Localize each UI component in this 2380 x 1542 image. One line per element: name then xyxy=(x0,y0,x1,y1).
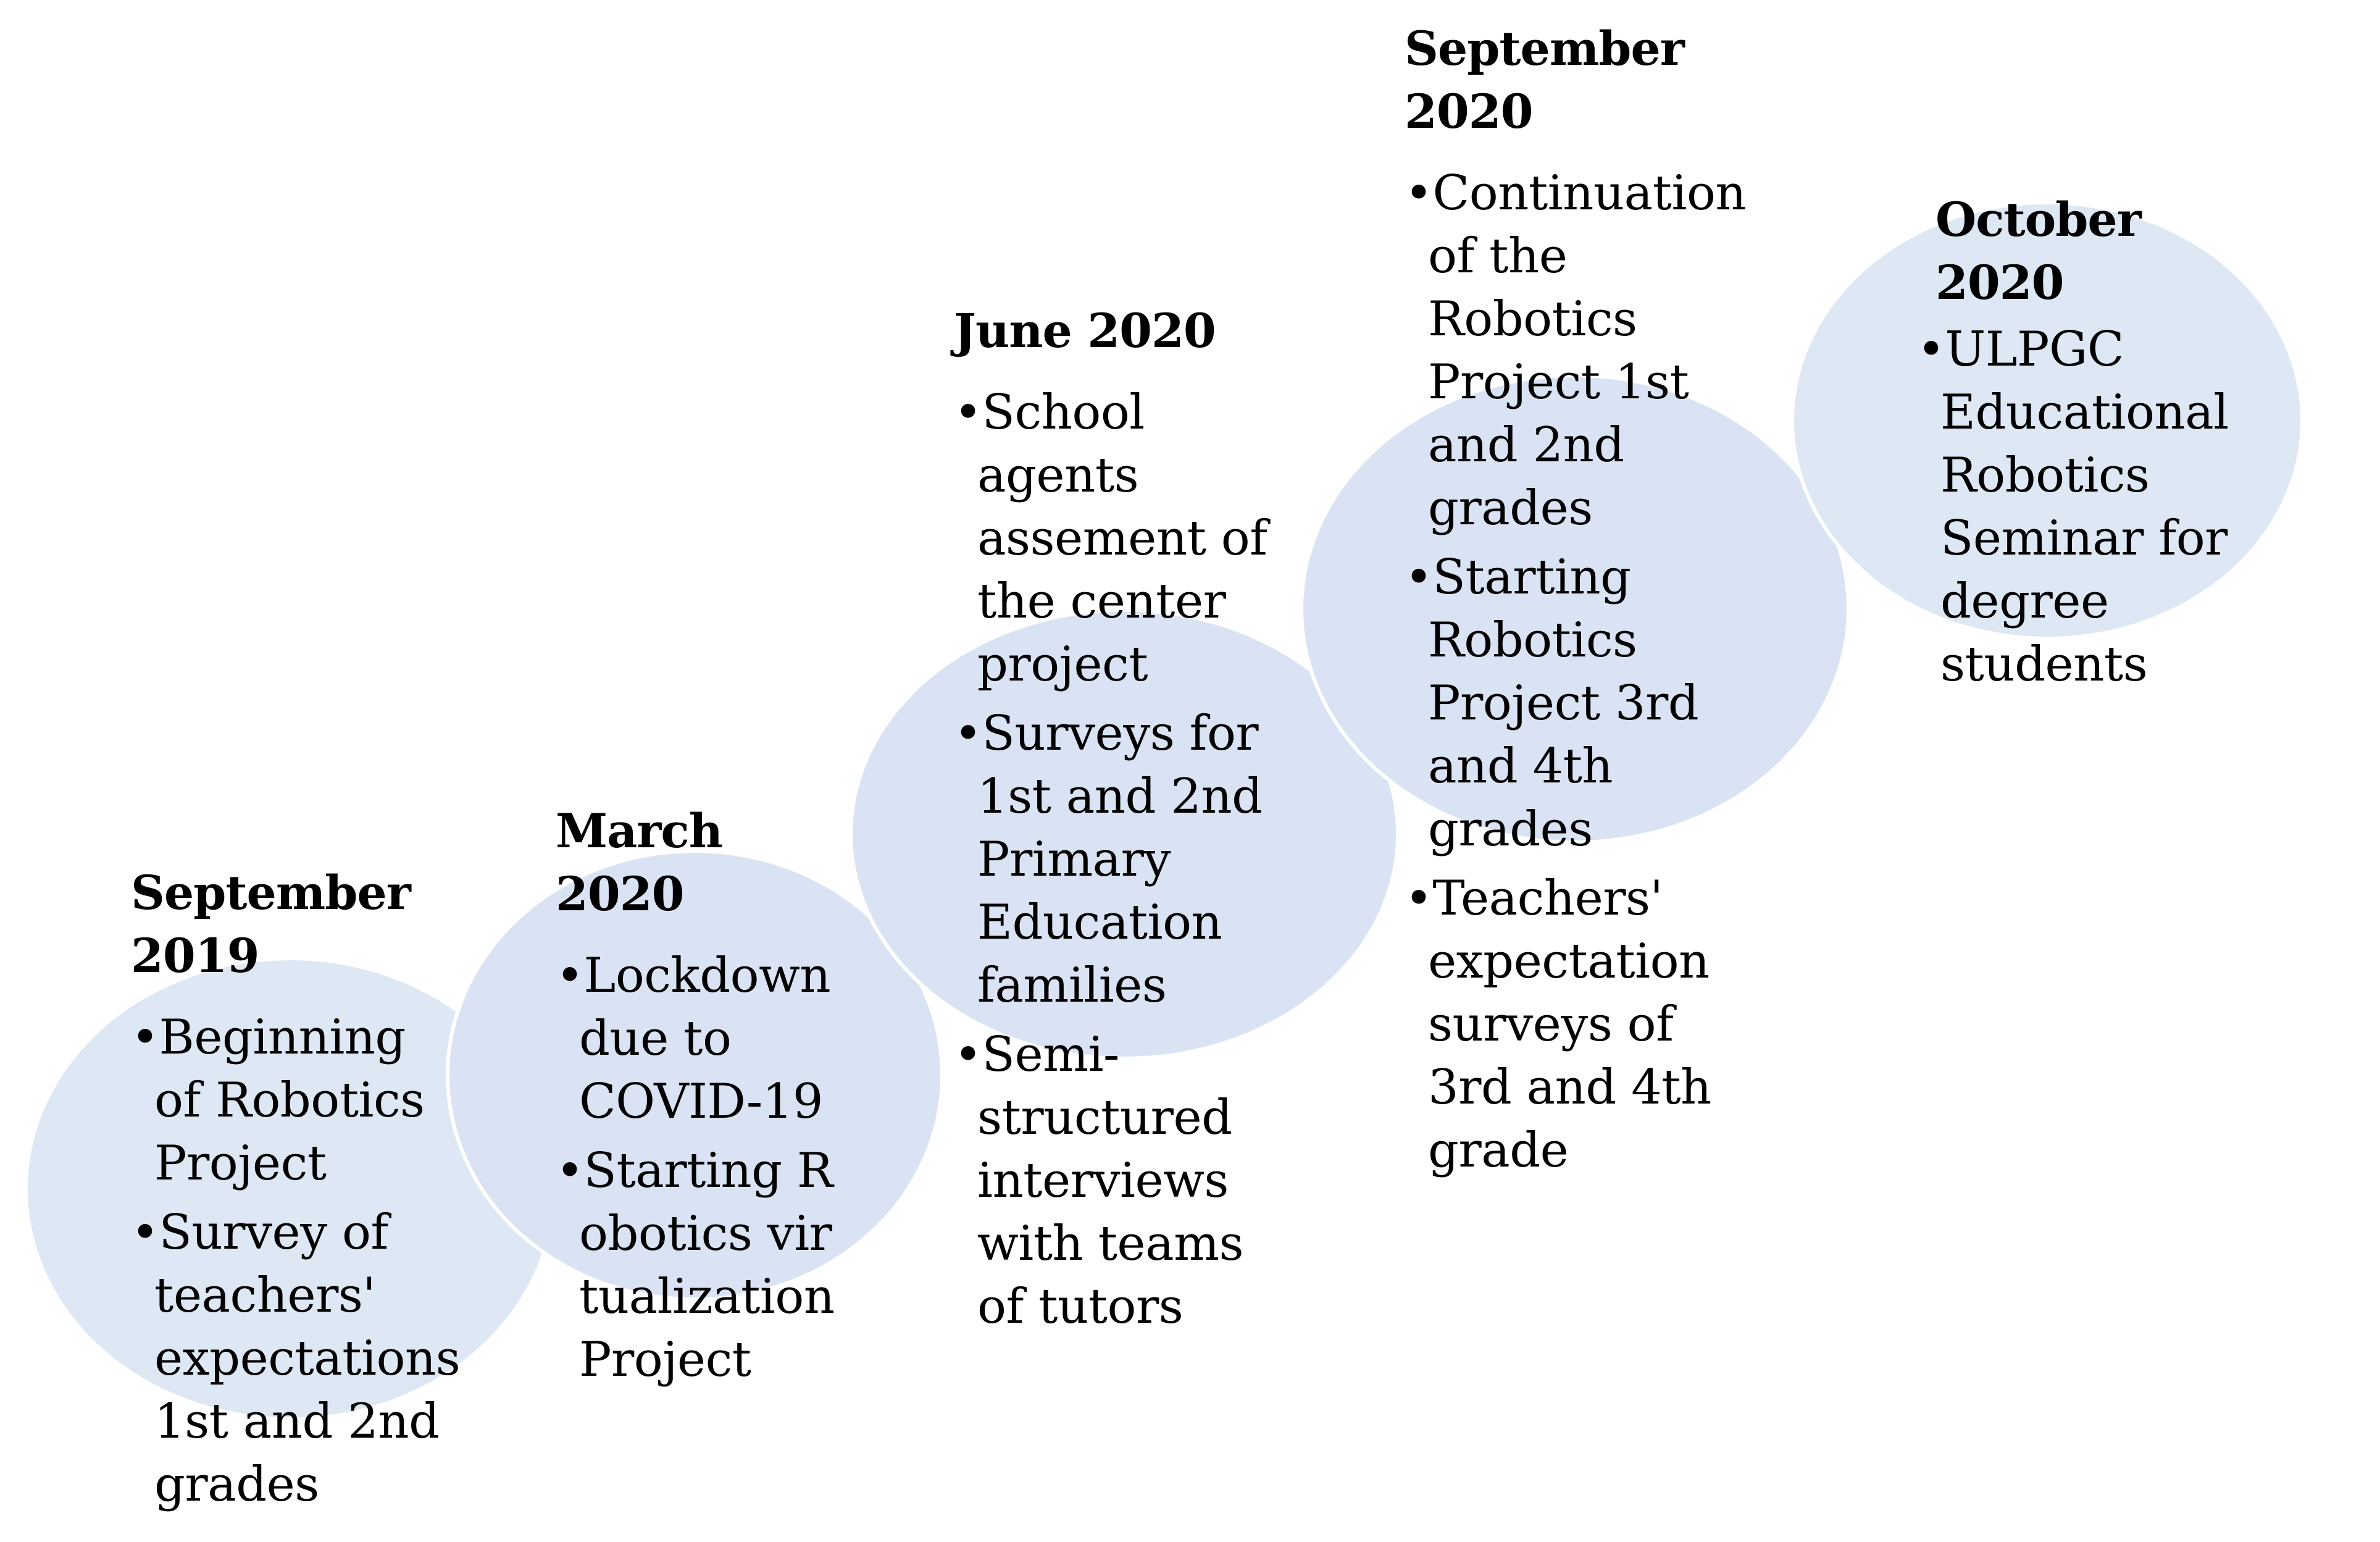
bullet-icon: • xyxy=(131,1010,159,1065)
bullet-icon: • xyxy=(1405,550,1433,605)
stage-item xyxy=(556,1139,840,1391)
stage-items xyxy=(131,1006,464,1516)
stage-march-2020 xyxy=(556,800,840,1397)
bullet-icon: • xyxy=(954,1027,982,1083)
stage-item xyxy=(1405,162,1763,540)
stage-title: March 2020 xyxy=(556,803,722,921)
stage-items xyxy=(556,944,840,1391)
stage-items xyxy=(954,381,1300,1338)
stage-item xyxy=(131,1201,464,1516)
stage-item xyxy=(556,944,840,1133)
bullet-icon: • xyxy=(556,948,584,1004)
stage-item-text: Survey of teachers' expectations 1st and 2nd grades xyxy=(154,1205,461,1512)
stage-item-text: Continuation of the Robotics Project 1st and 2nd grades xyxy=(1428,166,1747,536)
stage-title: September 2020 xyxy=(1405,21,1684,139)
stage-item xyxy=(1405,867,1763,1182)
stage-june-2020 xyxy=(954,300,1300,1344)
stage-title: October 2020 xyxy=(1935,192,2141,310)
bullet-icon: • xyxy=(1405,871,1433,926)
stage-title: September 2019 xyxy=(131,865,411,983)
bullet-icon: • xyxy=(556,1143,584,1199)
stage-september-2019 xyxy=(131,861,464,1522)
stage-item-text: Beginning of Robotics Project xyxy=(154,1010,425,1191)
stage-item-text: ULPGC Educational Robotics Seminar for degree students xyxy=(1940,322,2229,692)
stage-item xyxy=(954,381,1300,696)
stage-october-2020 xyxy=(1917,188,2269,702)
bullet-icon: • xyxy=(1405,166,1433,221)
bullet-icon: • xyxy=(954,706,982,761)
stage-title: June 2020 xyxy=(954,303,1216,358)
stage-item-text: Lockdown due to COVID-19 xyxy=(579,948,831,1129)
stage-item-text: Teachers' expectation surveys of 3rd and 4th grade xyxy=(1428,871,1711,1178)
stage-item-text: Surveys for 1st and 2nd Primary Education families xyxy=(977,706,1263,1013)
stage-item xyxy=(954,702,1300,1017)
stage-item-text: Starting Robotics Project 3rd and 4th grades xyxy=(1428,550,1699,857)
bullet-icon: • xyxy=(954,385,982,440)
bullet-icon: • xyxy=(1917,322,1945,377)
stage-item-text: Starting Robotics virtualization Project xyxy=(579,1143,835,1388)
stage-item-text: Semi-structured interviews with teams of tutors xyxy=(977,1027,1244,1335)
stage-item xyxy=(954,1023,1300,1338)
bullet-icon: • xyxy=(131,1205,159,1260)
stage-september-2020 xyxy=(1405,17,1763,1188)
stage-item xyxy=(131,1006,464,1195)
stage-items xyxy=(1405,162,1763,1182)
stage-items xyxy=(1917,318,2269,696)
stage-item xyxy=(1405,546,1763,861)
stage-item-text: School agents assement of the center project xyxy=(977,385,1267,692)
stage-item xyxy=(1917,318,2269,696)
